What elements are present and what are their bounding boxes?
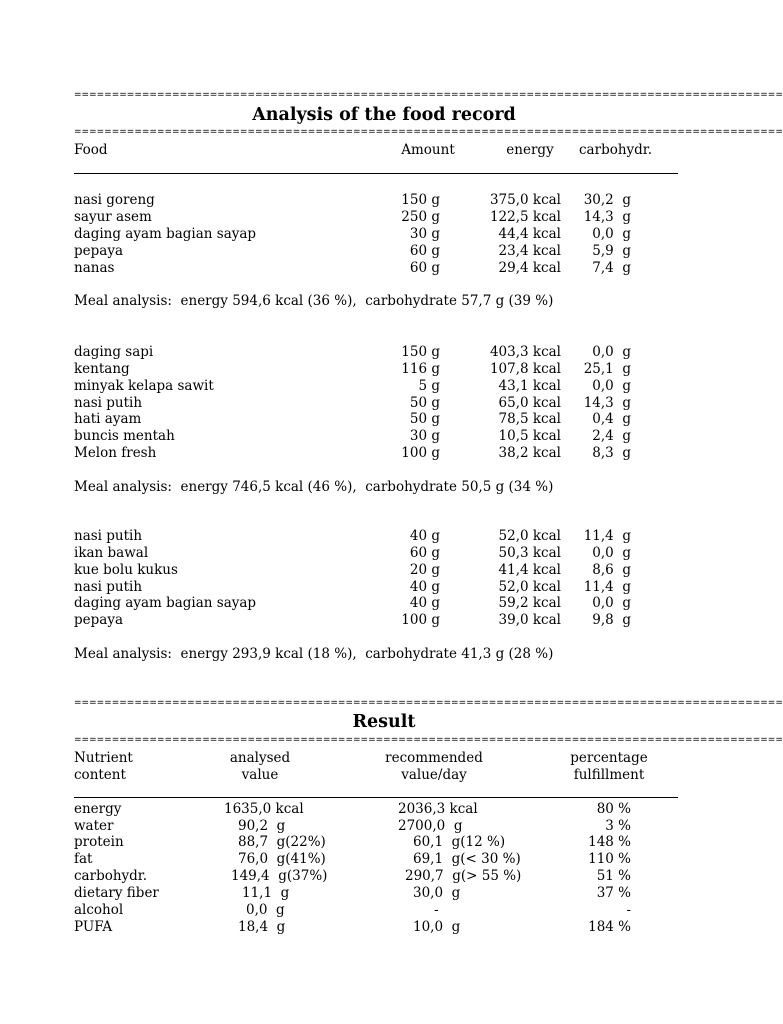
- recommended-value: 69,1 g(< 30 %): [413, 851, 521, 867]
- analysed-value: 88,7 g(22%): [238, 834, 326, 850]
- separator-line: ==============================================================================================: [74, 127, 783, 137]
- food-energy: 39,0 kcal: [498, 612, 561, 628]
- food-energy: 403,3 kcal: [489, 344, 561, 360]
- food-amount: 150 g: [401, 344, 440, 360]
- food-name: pepaya: [74, 612, 123, 628]
- analysed-value: 11,1 g: [242, 885, 290, 901]
- food-energy: 44,4 kcal: [498, 226, 561, 242]
- food-amount: 5 g: [418, 378, 440, 394]
- recommended-value: 2700,0 g: [398, 818, 463, 834]
- percentage-fulfillment: -: [626, 902, 631, 918]
- food-name: daging sapi: [74, 344, 154, 360]
- food-energy: 52,0 kcal: [498, 528, 561, 544]
- food-name: nasi goreng: [74, 192, 155, 208]
- food-name: daging ayam bagian sayap: [74, 226, 257, 242]
- food-carb: 8,3 g: [592, 445, 631, 461]
- food-name: nasi putih: [74, 528, 143, 544]
- food-carb: 5,9 g: [592, 243, 631, 259]
- food-energy: 50,3 kcal: [498, 545, 561, 561]
- food-carb: 25,1 g: [583, 361, 631, 377]
- nutrient-name: carbohydr.: [74, 868, 148, 884]
- food-energy: 122,5 kcal: [489, 209, 561, 225]
- recommended-value: 60,1 g(12 %): [413, 834, 506, 850]
- result-header-percentage: fulfillment: [573, 767, 645, 783]
- food-amount: 250 g: [401, 209, 440, 225]
- food-carb: 0,0 g: [592, 344, 631, 360]
- food-name: nasi putih: [74, 395, 143, 411]
- percentage-fulfillment: 37 %: [596, 885, 631, 901]
- percentage-fulfillment: 184 %: [588, 919, 631, 935]
- food-name: nanas: [74, 260, 115, 276]
- percentage-fulfillment: 148 %: [588, 834, 631, 850]
- food-amount: 30 g: [409, 428, 440, 444]
- column-header-food: Food: [74, 142, 108, 158]
- recommended-value: -: [434, 902, 439, 918]
- food-energy: 107,8 kcal: [489, 361, 561, 377]
- food-amount: 50 g: [409, 395, 440, 411]
- separator-line: ==============================================================================================: [74, 90, 783, 100]
- recommended-value: 10,0 g: [413, 919, 461, 935]
- meal-analysis: Meal analysis: energy 293,9 kcal (18 %), carbohydrate 41,3 g (28 %): [74, 646, 554, 662]
- food-name: ikan bawal: [74, 545, 149, 561]
- food-carb: 0,0 g: [592, 595, 631, 611]
- recommended-value: 30,0 g: [413, 885, 461, 901]
- nutrient-name: protein: [74, 834, 124, 850]
- header-rule: [74, 173, 678, 174]
- food-amount: 116 g: [401, 361, 440, 377]
- percentage-fulfillment: 80 %: [596, 801, 631, 817]
- food-carb: 30,2 g: [583, 192, 631, 208]
- food-amount: 30 g: [409, 226, 440, 242]
- column-header-amount: Amount: [401, 142, 455, 158]
- food-name: sayur asem: [74, 209, 152, 225]
- food-energy: 41,4 kcal: [498, 562, 561, 578]
- food-carb: 14,3 g: [583, 395, 631, 411]
- food-carb: 8,6 g: [592, 562, 631, 578]
- food-carb: 0,0 g: [592, 226, 631, 242]
- result-header-recommended: recommended: [385, 750, 483, 766]
- food-carb: 0,4 g: [592, 411, 631, 427]
- food-amount: 60 g: [409, 243, 440, 259]
- percentage-fulfillment: 51 %: [596, 868, 631, 884]
- food-carb: 0,0 g: [592, 545, 631, 561]
- analysed-value: 90,2 g: [238, 818, 286, 834]
- food-name: buncis mentah: [74, 428, 175, 444]
- food-amount: 100 g: [401, 612, 440, 628]
- food-amount: 20 g: [409, 562, 440, 578]
- food-amount: 40 g: [409, 528, 440, 544]
- column-header-carbohydrate: carbohydr.: [579, 142, 653, 158]
- result-header-rule: [74, 797, 678, 798]
- result-header-percentage: percentage: [570, 750, 648, 766]
- analysed-value: 76,0 g(41%): [238, 851, 326, 867]
- recommended-value: 290,7 g(> 55 %): [405, 868, 522, 884]
- food-energy: 29,4 kcal: [498, 260, 561, 276]
- food-name: Melon fresh: [74, 445, 157, 461]
- food-amount: 150 g: [401, 192, 440, 208]
- food-carb: 0,0 g: [592, 378, 631, 394]
- food-carb: 14,3 g: [583, 209, 631, 225]
- food-name: kentang: [74, 361, 130, 377]
- nutrient-name: water: [74, 818, 114, 834]
- percentage-fulfillment: 110 %: [588, 851, 631, 867]
- result-header-nutrient: Nutrient: [74, 750, 133, 766]
- result-title: Result: [352, 712, 416, 732]
- meal-analysis: Meal analysis: energy 746,5 kcal (46 %), carbohydrate 50,5 g (34 %): [74, 479, 554, 495]
- food-name: minyak kelapa sawit: [74, 378, 214, 394]
- separator-line: ==============================================================================================: [74, 698, 783, 708]
- food-name: daging ayam bagian sayap: [74, 595, 257, 611]
- food-carb: 11,4 g: [583, 528, 631, 544]
- analysed-value: 1635,0 kcal: [224, 801, 304, 817]
- separator-line: ==============================================================================================: [74, 735, 783, 745]
- food-amount: 60 g: [409, 545, 440, 561]
- food-energy: 23,4 kcal: [498, 243, 561, 259]
- food-amount: 50 g: [409, 411, 440, 427]
- food-carb: 2,4 g: [592, 428, 631, 444]
- result-header-nutrient: content: [74, 767, 126, 783]
- food-energy: 43,1 kcal: [498, 378, 561, 394]
- food-name: nasi putih: [74, 579, 143, 595]
- food-energy: 10,5 kcal: [498, 428, 561, 444]
- meal-analysis: Meal analysis: energy 594,6 kcal (36 %), carbohydrate 57,7 g (39 %): [74, 293, 554, 309]
- food-amount: 100 g: [401, 445, 440, 461]
- result-header-analysed: analysed: [229, 750, 291, 766]
- result-header-analysed: value: [241, 767, 279, 783]
- food-amount: 40 g: [409, 595, 440, 611]
- nutrient-name: PUFA: [74, 919, 113, 935]
- food-carb: 9,8 g: [592, 612, 631, 628]
- food-energy: 59,2 kcal: [498, 595, 561, 611]
- analysed-value: 149,4 g(37%): [231, 868, 328, 884]
- column-header-energy: energy: [506, 142, 554, 158]
- page-title: Analysis of the food record: [252, 105, 516, 125]
- nutrient-name: fat: [74, 851, 93, 867]
- analysed-value: 0,0 g: [246, 902, 285, 918]
- nutrient-name: alcohol: [74, 902, 124, 918]
- result-header-recommended: value/day: [401, 767, 467, 783]
- food-energy: 375,0 kcal: [489, 192, 561, 208]
- nutrient-name: energy: [74, 801, 122, 817]
- nutrient-name: dietary fiber: [74, 885, 159, 901]
- food-amount: 60 g: [409, 260, 440, 276]
- food-name: hati ayam: [74, 411, 142, 427]
- analysed-value: 18,4 g: [238, 919, 286, 935]
- food-energy: 38,2 kcal: [498, 445, 561, 461]
- food-energy: 65,0 kcal: [498, 395, 561, 411]
- percentage-fulfillment: 3 %: [605, 818, 631, 834]
- recommended-value: 2036,3 kcal: [398, 801, 478, 817]
- food-name: kue bolu kukus: [74, 562, 178, 578]
- food-energy: 78,5 kcal: [498, 411, 561, 427]
- food-amount: 40 g: [409, 579, 440, 595]
- food-carb: 7,4 g: [592, 260, 631, 276]
- food-energy: 52,0 kcal: [498, 579, 561, 595]
- food-carb: 11,4 g: [583, 579, 631, 595]
- food-name: pepaya: [74, 243, 123, 259]
